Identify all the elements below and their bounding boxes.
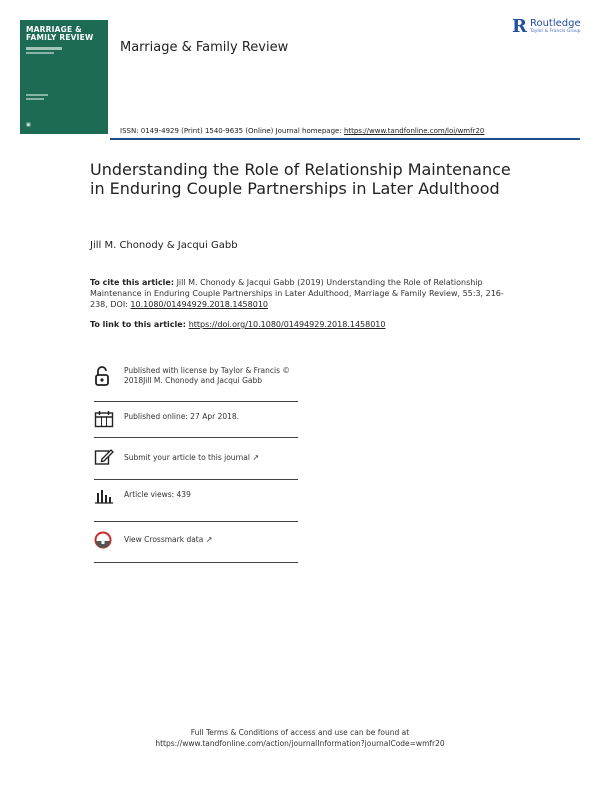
footer-terms-text: Full Terms & Conditions of access and use can be found at xyxy=(190,728,410,737)
publisher-logo xyxy=(512,18,581,36)
bar-chart-icon xyxy=(94,488,116,506)
citation-text: Jill M. Chonody & Jacqui Gabb (2019) Understanding the Role of Relationship Maintenance in Enduring Couple Partnerships in Later Adulthood, Marriage & Family Review, 55:3, 216-238, DOI: xyxy=(90,278,504,309)
published-row xyxy=(94,410,298,428)
license-text: Published with license by Taylor & Francis © 2018Jill M. Chonody and Jacqui Gabb xyxy=(124,366,290,385)
submit-row[interactable] xyxy=(94,448,298,466)
divider xyxy=(94,437,298,438)
published-date: Published online: 27 Apr 2018. xyxy=(124,412,240,421)
calendar-icon xyxy=(94,410,116,428)
cover-title: MARRIAGE & FAMILY REVIEW xyxy=(26,25,94,42)
crossmark-icon xyxy=(94,531,116,549)
publisher-name: Routledge xyxy=(529,18,581,29)
divider xyxy=(94,521,298,522)
link-label: To link to this article: xyxy=(90,320,189,329)
divider xyxy=(94,562,298,563)
footer xyxy=(0,727,600,749)
submit-article-text: Submit your article to this journal xyxy=(124,453,250,462)
open-access-lock-icon xyxy=(94,366,116,384)
citation-block xyxy=(90,277,520,310)
cover-decoration xyxy=(26,94,48,96)
cover-decoration xyxy=(26,52,54,54)
header-rule xyxy=(110,138,580,140)
routledge-r-icon: R xyxy=(512,16,527,37)
citation-label: To cite this article: xyxy=(90,278,175,287)
journal-cover xyxy=(20,20,108,134)
views-row xyxy=(94,488,298,506)
external-link-icon: ↗ xyxy=(252,453,260,462)
divider xyxy=(94,479,298,480)
crossmark-link[interactable] xyxy=(124,535,212,545)
divider xyxy=(94,401,298,402)
crossmark-row[interactable] xyxy=(94,531,298,549)
cover-decoration xyxy=(26,47,62,50)
cover-publisher-logo-icon: ▣ xyxy=(26,122,31,128)
doi-link[interactable]: 10.1080/01494929.2018.1458010 xyxy=(130,300,268,309)
article-views: Article views: 439 xyxy=(124,490,191,499)
issn-line xyxy=(120,127,484,135)
submit-article-link[interactable] xyxy=(124,453,259,463)
journal-title: Marriage & Family Review xyxy=(120,40,289,55)
footer-terms-link[interactable]: https://www.tandfonline.com/action/journalInformation?journalCode=wmfr20 xyxy=(155,739,445,748)
license-row xyxy=(94,366,298,386)
issn-text: ISSN: 0149-4929 (Print) 1540-9635 (Online) Journal homepage: xyxy=(120,127,344,135)
crossmark-text: View Crossmark data xyxy=(124,535,204,544)
article-authors: Jill M. Chonody & Jacqui Gabb xyxy=(90,240,238,251)
edit-pencil-icon xyxy=(94,448,116,466)
article-link-line xyxy=(90,320,386,329)
article-url-link[interactable]: https://doi.org/10.1080/01494929.2018.1458010 xyxy=(188,320,386,329)
cover-decoration xyxy=(26,98,44,100)
journal-homepage-link[interactable]: https://www.tandfonline.com/loi/wmfr20 xyxy=(343,127,485,135)
article-title: Understanding the Role of Relationship Maintenance in Enduring Couple Partnerships in Later Adulthood xyxy=(90,160,511,198)
external-link-icon: ↗ xyxy=(205,535,213,544)
publisher-tagline: Taylor & Francis Group xyxy=(529,29,581,34)
